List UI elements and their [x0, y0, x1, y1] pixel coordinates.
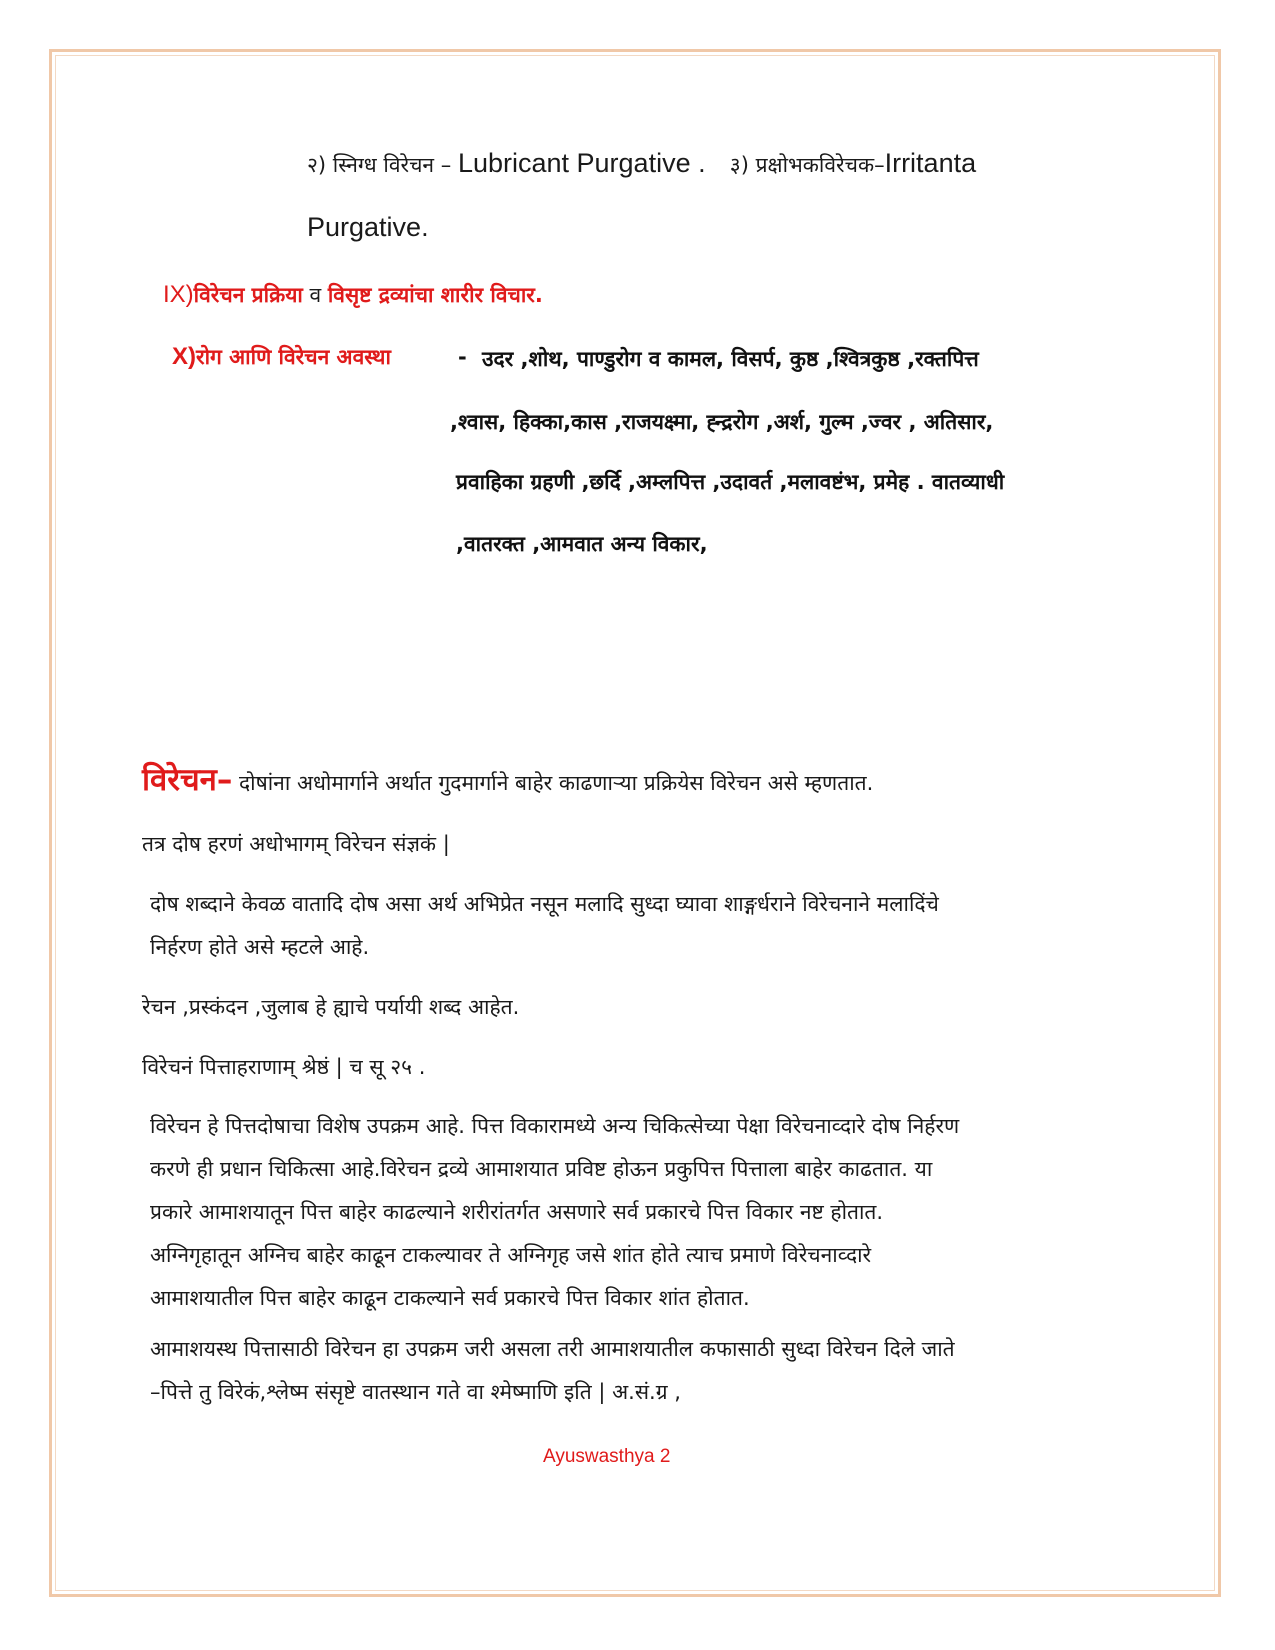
- heading-x-text: रोग आणि विरेचन अवस्था: [196, 345, 391, 369]
- paragraph-2-line-1: विरेचन हे पित्तदोषाचा विशेष उपक्रम आहे. पित्त विकारामध्ये अन्य चिकित्सेच्या पेक्षा विरेचनाव्दारे दोष निर्हरण: [150, 1114, 960, 1138]
- item3-latin-continued: Purgative.: [307, 212, 429, 242]
- paragraph-2: [150, 1105, 1125, 1320]
- disease-list-line2: ,श्वास, हिक्का,कास ,राजयक्ष्मा, ह्न्द्ररोग ,अर्श, गुल्म ,ज्वर , अतिसार,: [450, 410, 994, 434]
- shloka-1: तत्र दोष हरणं अधोभागम् विरेचन संज्ञकं |: [142, 832, 450, 856]
- synonyms-line: रेचन ,प्रस्कंदन ,जुलाब हे ह्याचे पर्यायी शब्द आहेत.: [142, 995, 520, 1019]
- paragraph-2-line-4: अग्निगृहातून अग्निच बाहेर काढून टाकल्यावर ते अग्निगृह जसे शांत होते त्याच प्रमाणे विरेचनाव्दारे: [150, 1243, 872, 1267]
- paragraph-2-line-3: प्रकारे आमाशयातून पित्त बाहेर काढल्याने शरीरांतर्गत असणारे सर्व प्रकारचे पित्त विकार नष्ट होतात.: [150, 1200, 884, 1224]
- paragraph-3-line-1: आमाशयस्थ पित्तासाठी विरेचन हा उपक्रम जरी असला तरी आमाशयातील कफासाठी सुध्दा विरेचन दिले जाते: [150, 1337, 955, 1361]
- virechan-definition: [142, 758, 873, 800]
- paragraph-3: [150, 1328, 1125, 1414]
- virechan-definition-text: दोषांना अधोमार्गाने अर्थात गुदमार्गाने बाहेर काढणाऱ्या प्रक्रियेस विरेचन असे म्हणतात.: [232, 771, 874, 795]
- item3-devanagari: ३) प्रक्षोभकविरेचक–: [729, 153, 885, 177]
- purgative-types-line1: [307, 148, 976, 179]
- heading-x-numeral: X): [172, 343, 196, 370]
- paragraph-3-line-2: –पित्ते तु विरेकं,श्लेष्म संसृष्टे वातस्थान गते वा श्मेष्माणि इति | अ.सं.ग्र ,: [150, 1380, 681, 1404]
- paragraph-2-line-2: करणे ही प्रधान चिकित्सा आहे.विरेचन द्रव्ये आमाशयात प्रविष्ट होऊन प्रकुपित्त पित्ताला बाहेर काढतात. या: [150, 1157, 933, 1181]
- paragraph-1-line-2: निर्हरण होते असे म्हटले आहे.: [150, 935, 370, 959]
- heading-x-dash: -: [458, 345, 467, 369]
- page-footer: Ayuswasthya 2: [543, 1446, 671, 1467]
- disease-list-line3: प्रवाहिका ग्रहणी ,छर्दि ,अम्लपित्त ,उदावर्त ,मलावष्टंभ, प्रमेह . वातव्याधी: [456, 470, 1005, 494]
- item2-devanagari: २) स्निग्ध विरेचन –: [307, 153, 458, 177]
- heading-ix: [163, 281, 543, 309]
- heading-ix-numeral: IX): [163, 281, 194, 308]
- heading-ix-text-a: विरेचन प्रक्रिया: [193, 283, 303, 307]
- heading-x: [172, 343, 391, 371]
- heading-ix-connector: व: [302, 283, 328, 307]
- paragraph-2-line-5: आमाशयातील पित्त बाहेर काढून टाकल्याने सर्व प्रकारचे पित्त विकार शांत होतात.: [150, 1286, 750, 1310]
- disease-list-line4: [456, 530, 708, 558]
- paragraph-1: [150, 883, 1125, 969]
- item2-latin: Lubricant Purgative .: [457, 148, 706, 178]
- disease-list-line4-text: वातरक्त ,आमवात अन्य विकार,: [463, 532, 708, 556]
- paragraph-1-line-1: दोष शब्दाने केवळ वातादि दोष असा अर्थ अभिप्रेत नसून मलादि सुध्दा घ्यावा शाङ्गर्धराने विरेचनाने मलादिंचे: [150, 892, 939, 916]
- shloka-2: विरेचनं पित्ताहराणाम् श्रेष्ठं | च सू २५ .: [142, 1055, 426, 1079]
- red-comma: ,: [456, 532, 464, 556]
- virechan-title: विरेचन–: [142, 762, 233, 798]
- item3-latin: Irritanta: [884, 148, 977, 178]
- heading-ix-text-b: विसृष्ट द्रव्यांचा शारीर विचार.: [327, 283, 543, 307]
- disease-list-line1: उदर ,शोथ, पाण्डुरोग व कामल, विसर्प, कुष्ठ ,श्वित्रकुष्ठ ,रक्तपित्त: [482, 347, 979, 371]
